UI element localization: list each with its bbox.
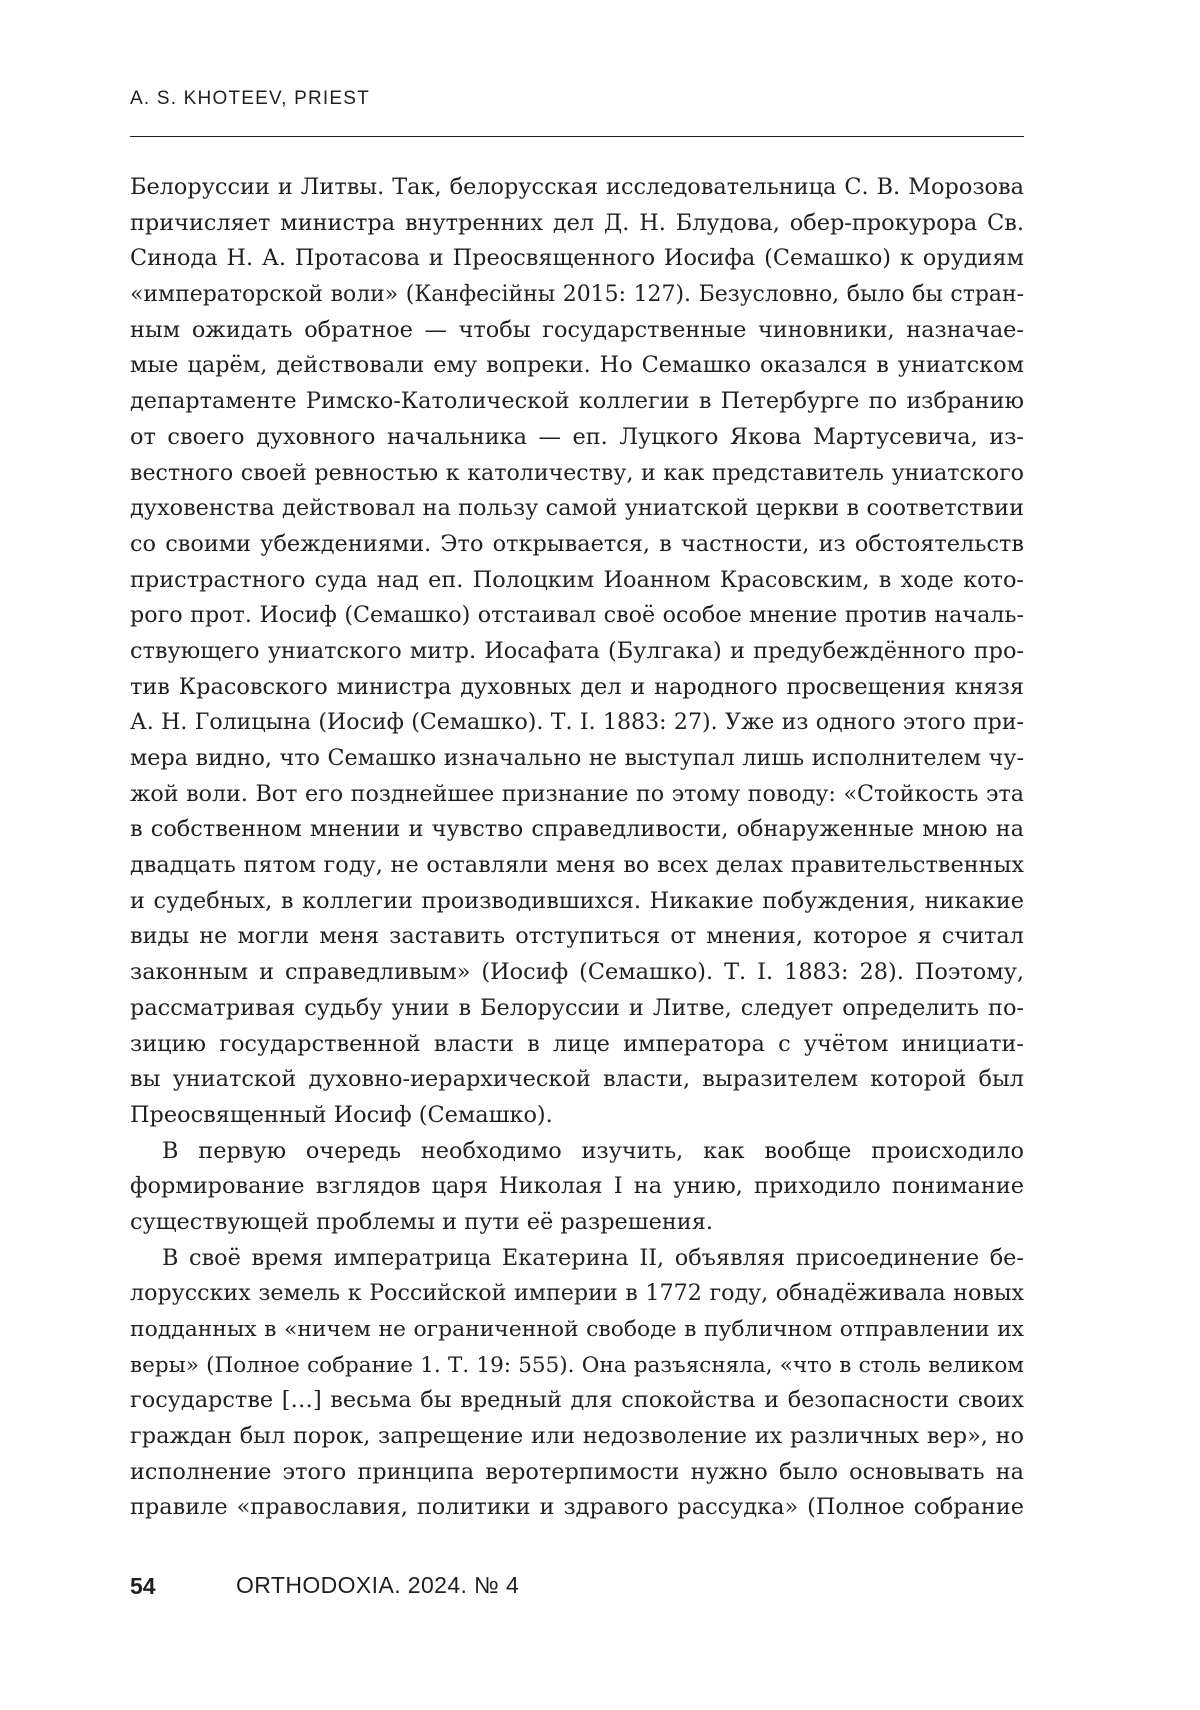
text-line: «императорской воли» (Канфесійны 2015: 127). Безусловно, было бы стран- <box>130 282 1024 308</box>
text-line: А. Н. Голицына (Иосиф (Семашко). Т. I. 1883: 27). Уже из одного этого при- <box>130 710 1024 736</box>
text-line: формирование взглядов царя Николая I на унию, приходило понимание <box>130 1173 1024 1200</box>
text-line: зицию государственной власти в лице императора с учётом инициати- <box>130 1030 1024 1057</box>
text-line: в собственном мнении и чувство справедливости, обнаруженные мною на <box>130 816 1024 843</box>
text-line: тив Красовского министра духовных дел и народного просвещения князя <box>130 673 1024 700</box>
text-line: подданных в «ничем не ограниченной свободе в публичном отправлении их <box>130 1317 1024 1342</box>
text-line: ным ожидать обратное — чтобы государственные чиновники, назначае- <box>130 316 1024 343</box>
text-line: духовенства действовал на пользу самой униатской церкви в соответствии <box>130 495 1024 522</box>
text-line: исполнение этого принципа веротерпимости нужно было основывать на <box>130 1458 1024 1485</box>
text-line: пристрастного суда над еп. Полоцким Иоанном Красовским, в ходе кото- <box>130 566 1024 593</box>
body-text <box>130 170 1024 1526</box>
text-line: от своего духовного начальника — еп. Луцкого Якова Мартусевича, из- <box>130 423 1024 450</box>
text-line: Белоруссии и Литвы. Так, белорусская исследовательница С. В. Морозова <box>130 174 1024 200</box>
text-line: В своё время императрица Екатерина II, объявляя присоединение бе- <box>162 1244 1024 1271</box>
text-line: законным и справедливым» (Иосиф (Семашко). Т. I. 1883: 28). Поэтому, <box>130 959 1024 986</box>
running-head: A. S. KHOTEEV, PRIEST <box>130 88 370 109</box>
text-line: государстве […] весьма бы вредный для спокойства и безопасности своих <box>130 1387 1024 1414</box>
text-line: рассматривая судьбу унии в Белоруссии и Литве, следует определить по- <box>130 994 1024 1021</box>
page-number: 54 <box>130 1573 156 1599</box>
text-line: Преосвященный Иосиф (Семашко). <box>130 1101 553 1128</box>
text-line: вы униатской духовно-иерархической власти, выразителем которой был <box>130 1066 1024 1093</box>
text-line: граждан был порок, запрещение или недозволение их различных вер», но <box>130 1423 1024 1450</box>
text-line: правиле «православия, политики и здравого рассудка» (Полное собрание <box>130 1494 1024 1521</box>
text-line: мера видно, что Семашко изначально не выступал лишь исполнителем чу- <box>130 745 1024 771</box>
text-line: департаменте Римско-Католической коллегии в Петербурге по избранию <box>130 388 1024 415</box>
journal-title: ORTHODOXIA. 2024. № 4 <box>236 1572 520 1598</box>
text-line: Синода Н. А. Протасова и Преосвященного Иосифа (Семашко) к орудиям <box>130 245 1024 272</box>
text-line: жой воли. Вот его позднейшее признание по этому поводу: «Стойкость эта <box>130 780 1024 807</box>
text-line: рого прот. Иосиф (Семашко) отстаивал своё особое мнение против началь- <box>130 602 1024 629</box>
text-line: лорусских земель к Российской империи в 1772 году, обнадёживала новых <box>130 1280 1024 1307</box>
text-line: вестного своей ревностью к католичеству, и как представитель униатского <box>130 459 1024 486</box>
text-line: со своими убеждениями. Это открывается, в частности, из обстоятельств <box>130 530 1024 557</box>
text-line: веры» (Полное собрание 1. Т. 19: 555). Она разъясняла, «что в столь великом <box>130 1352 1024 1378</box>
text-line: В первую очередь необходимо изучить, как вообще происходило <box>162 1137 1024 1164</box>
text-line: причисляет министра внутренних дел Д. Н. Блудова, обер-прокурора Св. <box>130 209 1024 236</box>
header-rule <box>130 136 1024 137</box>
text-line: мые царём, действовали ему вопреки. Но Семашко оказался в униатском <box>130 352 1024 379</box>
text-line: и судебных, в коллегии производившихся. Никакие побуждения, никакие <box>130 887 1024 914</box>
text-line: существующей проблемы и пути её разрешения. <box>130 1208 713 1235</box>
text-line: ствующего униатского митр. Иосафата (Булгака) и предубеждённого про- <box>130 637 1024 664</box>
text-line: двадцать пятом году, не оставляли меня во всех делах правительственных <box>130 852 1024 879</box>
text-line: виды не могли меня заставить отступиться от мнения, которое я считал <box>130 923 1024 950</box>
